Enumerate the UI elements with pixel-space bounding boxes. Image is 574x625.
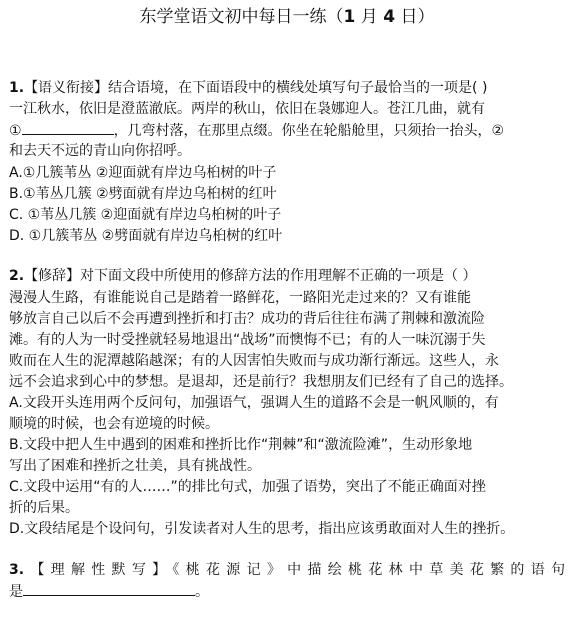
q3-number: 3. bbox=[9, 562, 25, 578]
q3-answer-blank[interactable] bbox=[23, 581, 195, 596]
q2-option-b-cont: 写出了困难和挫折之壮美，具有挑战性。 bbox=[9, 458, 261, 474]
q1-stem-line1 bbox=[9, 78, 565, 98]
q2-option-b: B.文段中把人生中遇到的困难和挫折比作“荆棘”和“激流险滩”，生动形象地 bbox=[9, 437, 473, 453]
q2-option-c-cont: 折的后果。 bbox=[9, 500, 79, 516]
q2-passage-line: 滩。有的人为一时受挫就轻易地退出“战场”而懊悔不已；有的人一味沉溺于失 bbox=[9, 332, 486, 348]
q1-option-a: A.①几簇苇丛 ②迎面就有岸边乌桕树的叶子 bbox=[9, 165, 277, 181]
q2-number: 2. bbox=[9, 268, 25, 284]
q3-answer-prefix: 是 bbox=[9, 584, 23, 600]
q3-stem-line2 bbox=[9, 581, 565, 602]
q2-option-a: A.文段开头连用两个反问句，加强语气，强调人生的道路不会是一帆风顺的，有 bbox=[9, 395, 499, 411]
q1-stem-line3 bbox=[9, 120, 565, 141]
q3-stem-text: 【理解性默写】《桃花源记》中描绘桃花林中草美花繁的语句 bbox=[24, 562, 565, 578]
q2-passage-line: 够放言自己以后不会再遭到挫折和打击？成功的背后往往布满了荆棘和激流险 bbox=[9, 311, 485, 327]
title-day: 4 bbox=[383, 7, 396, 27]
q1-stem-line4: 和去天不远的青山向你招呼。 bbox=[9, 143, 191, 159]
q2-passage-line: 远不会追求到心中的梦想。是退却，还是前行？我想朋友们已经有了自己的选择。 bbox=[9, 374, 513, 390]
q1-option-d: D. ①几簇苇丛 ②劈面就有岸边乌桕树的红叶 bbox=[9, 228, 283, 244]
title-month: 1 bbox=[343, 7, 356, 27]
q2-stem-text: 【修辞】对下面文段中所使用的修辞方法的作用理解不正确的一项是（ ） bbox=[24, 268, 477, 284]
q1-stem-text: 【语义衔接】结合语境，在下面语段中的横线处填写句子最恰当的一项是( ) bbox=[24, 80, 488, 96]
title-prefix: 东学堂语文初中每日一练（ bbox=[139, 7, 344, 27]
title-mid: 月 bbox=[355, 7, 384, 27]
q2-option-d: D.文段结尾是个设问句，引发读者对人生的思考，指出应该勇敢面对人生的挫折。 bbox=[9, 521, 515, 537]
q1-blank1-marker: ① bbox=[9, 123, 22, 139]
q1-stem-line3-rest: ，几弯村落，在那里点缀。你坐在轮船舱里，只须抬一抬头，② bbox=[113, 123, 505, 139]
q1-blank1[interactable] bbox=[22, 120, 114, 135]
q2-option-c: C.文段中运用“有的人……”的排比句式，加强了语势，突出了不能正确面对挫 bbox=[9, 479, 486, 495]
q1-option-c: C. ①苇丛几簇 ②迎面就有岸边乌桕树的叶子 bbox=[9, 207, 282, 223]
page-title bbox=[0, 6, 574, 28]
q1-number: 1. bbox=[9, 80, 25, 96]
q1-stem-line2: 一江秋水，依旧是澄蓝澈底。两岸的秋山，依旧在袅娜迎人。苍江几曲，就有 bbox=[9, 101, 485, 117]
q3-answer-suffix: 。 bbox=[195, 584, 209, 600]
q2-stem bbox=[9, 266, 565, 286]
q2-passage-line: 败而在人生的泥潭越陷越深；有的人因害怕失败而与成功渐行渐远。这些人，永 bbox=[9, 353, 499, 369]
q2-option-a-cont: 顺境的时候，也会有逆境的时候。 bbox=[9, 416, 219, 432]
q1-option-b: B.①苇丛几簇 ②劈面就有岸边乌桕树的红叶 bbox=[9, 186, 277, 202]
q2-passage-line: 漫漫人生路，有谁能说自己是踏着一路鲜花，一路阳光走过来的？又有谁能 bbox=[9, 290, 471, 306]
q3-stem-line1 bbox=[9, 560, 565, 580]
title-suffix: 日） bbox=[395, 7, 435, 27]
